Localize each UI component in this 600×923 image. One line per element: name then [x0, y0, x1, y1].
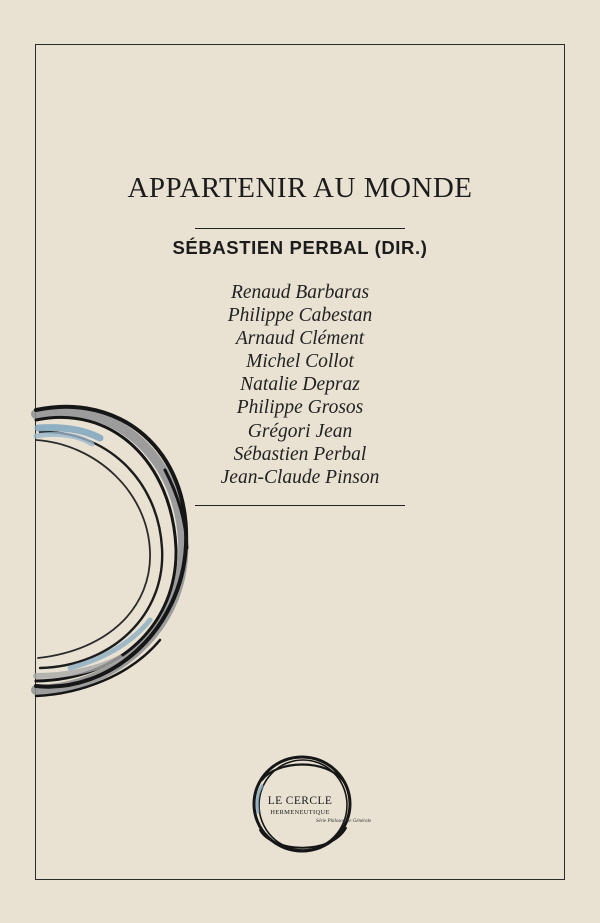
contributor-name: Arnaud Clément [235, 328, 365, 350]
publisher-subname: HERMENEUTIQUE [270, 809, 330, 816]
contributor-name: Renaud Barbaras [230, 282, 370, 303]
contributor-name: Natalie Depraz [240, 374, 360, 396]
contributor-name: Michel Collot [246, 351, 354, 373]
title-divider [195, 228, 405, 229]
contributor-name: Sébastien Perbal [233, 443, 367, 465]
publisher-name: LE CERCLE [267, 795, 333, 807]
book-editor: SÉBASTIEN PERBAL (DIR.) [172, 237, 428, 258]
contributor-name: Philippe Grosos [236, 397, 364, 419]
contributor-name: Jean-Claude Pinson [220, 466, 380, 488]
contributors-divider [195, 505, 405, 506]
contributor-list [0, 281, 600, 489]
publisher-series: Série Philosophie Générale [316, 819, 372, 824]
contributor-name: Grégori Jean [247, 420, 353, 442]
publisher-logo-icon [232, 752, 372, 862]
book-title: APPARTENIR AU MONDE [127, 172, 473, 204]
contributor-name: Philippe Cabestan [227, 305, 373, 327]
